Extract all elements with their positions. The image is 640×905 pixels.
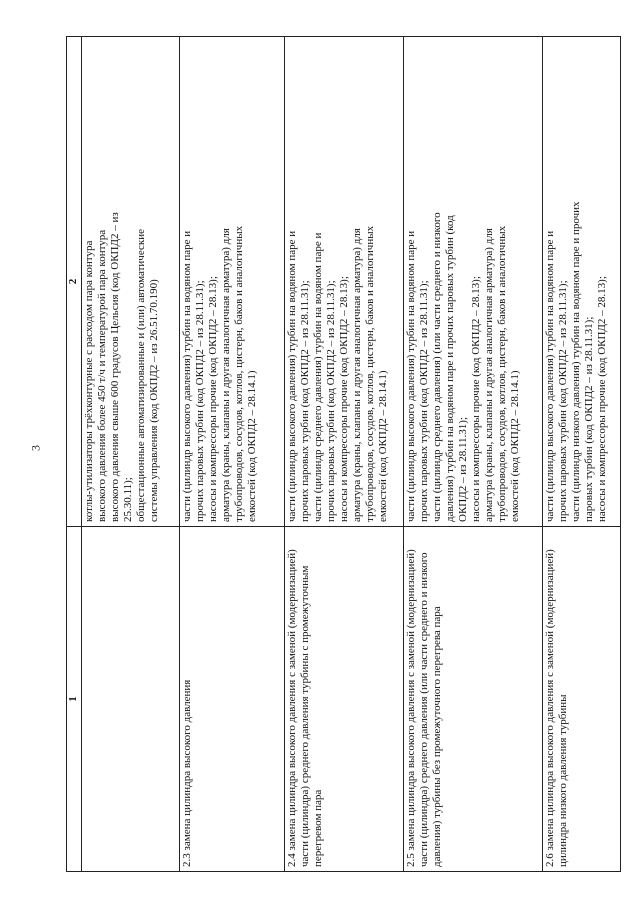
detail-line: насосы и компрессоры прочие (код ОКПД2 – 28.13);: [338, 276, 350, 522]
table-row: [404, 37, 543, 872]
detail-line: емкостей (код ОКПД2 – 28.14.1): [246, 370, 258, 522]
table-header-row: [67, 37, 82, 872]
detail-line: прочих паровых турбин (код ОКПД2 – из 28.11.31);: [299, 280, 311, 522]
table-row: [543, 37, 621, 872]
detail-line: арматура (краны, клапаны и другая аналогичная арматура) для: [220, 228, 232, 522]
detail-line: паровых турбин (код ОКПД2 – из 28.11.31);: [583, 316, 595, 522]
detail-line: арматура (краны, клапаны и другая аналогичная арматура) для: [351, 228, 363, 522]
detail-line: высокого давления свыше 600 градусов Цельсия (код ОКПД2 – из: [109, 212, 121, 522]
detail-line: давления) турбин на водяном паре и прочих паровых турбин (код: [444, 215, 456, 522]
detail-line: высокого давления более 450 т/ч и температурой пара контура: [96, 229, 108, 522]
rotated-page: [66, 37, 618, 872]
column-header-2: 2: [67, 37, 82, 527]
detail-line: насосы и компрессоры прочие (код ОКПД2 – 28.13);: [596, 276, 608, 522]
detail-line: насосы и компрессоры прочие (код ОКПД2 – 28.13);: [470, 276, 482, 522]
detail-line: общестационные автоматизированные и (или) автоматические: [135, 229, 147, 522]
detail-line: части (цилиндр высокого давления) турбин на водяном паре и: [544, 230, 556, 522]
detail-line: насосы и компрессоры прочие (код ОКПД2 – 28.13);: [207, 276, 219, 522]
detail-line: прочих паровых турбин (код ОКПД2 – из 28.11.31);: [557, 280, 569, 522]
detail-line: прочих паровых турбин (код ОКПД2 – из 28.11.31);: [325, 280, 337, 522]
detail-line: части (цилиндр высокого давления) турбин на водяном паре и: [286, 230, 298, 522]
details-cell: [285, 37, 404, 527]
detail-line: ОКПД2 – из 28.11.31);: [457, 416, 469, 522]
detail-line: арматура (краны, клапаны и другая аналогичная арматура) для: [483, 228, 495, 522]
details-cell: [180, 37, 285, 527]
detail-line: емкостей (код ОКПД2 – 28.14.1): [509, 370, 521, 522]
details-cell: [82, 37, 180, 527]
item-cell: 2.6 замена цилиндра высокого давления с заменой (модернизацией) цилиндра низкого давления турбины: [543, 527, 621, 872]
detail-line: части (цилиндр среднего давления) (или части среднего и низкого: [431, 212, 443, 522]
item-cell: 2.5 замена цилиндра высокого давления с заменой (модернизацией) части (цилиндра) среднего давления (или части среднего и низкого давления) турбины без промежуточного перегрева пара: [404, 527, 543, 872]
detail-line: 25.30.11);: [122, 477, 134, 522]
item-cell: [82, 527, 180, 872]
detail-line: трубопроводов, сосудов, котлов, цистерн, баков и аналогичных: [496, 225, 508, 522]
detail-line: трубопроводов, сосудов, котлов, цистерн, баков и аналогичных: [233, 225, 245, 522]
detail-line: прочих паровых турбин (код ОКПД2 – из 28.11.31);: [418, 280, 430, 522]
details-cell: [543, 37, 621, 527]
detail-line: части (цилиндр среднего давления) турбин на водяном паре и: [312, 232, 324, 522]
detail-line: прочих паровых турбин (код ОКПД2 – из 28.11.31);: [194, 280, 206, 522]
detail-line: части (цилиндр низкого давления) турбин на водяном паре и прочих: [570, 201, 582, 522]
table-row: [82, 37, 180, 872]
detail-line: части (цилиндр высокого давления) турбин на водяном паре и: [181, 230, 193, 522]
page-number: 3: [28, 445, 43, 451]
details-cell: [404, 37, 543, 527]
detail-line: котлы-утилизаторы трёхконтурные с расходом пара контура: [83, 240, 95, 522]
requirements-table: [66, 36, 621, 872]
detail-line: емкостей (код ОКПД2 – 28.14.1): [377, 370, 389, 522]
item-cell: 2.4 замена цилиндра высокого давления с заменой (модернизацией) части (цилиндра) среднего давления турбины с промежуточным перегревом пара: [285, 527, 404, 872]
item-cell: 2.3 замена цилиндра высокого давления: [180, 527, 285, 872]
table-row: [180, 37, 285, 872]
detail-line: системы управления (код ОКПД2 – из 26.51.70.190): [148, 279, 160, 522]
column-header-1: 1: [67, 527, 82, 872]
detail-line: трубопроводов, сосудов, котлов, цистерн, баков и аналогичных: [364, 225, 376, 522]
detail-line: части (цилиндр высокого давления) турбин на водяном паре и: [405, 230, 417, 522]
table-row: [285, 37, 404, 872]
